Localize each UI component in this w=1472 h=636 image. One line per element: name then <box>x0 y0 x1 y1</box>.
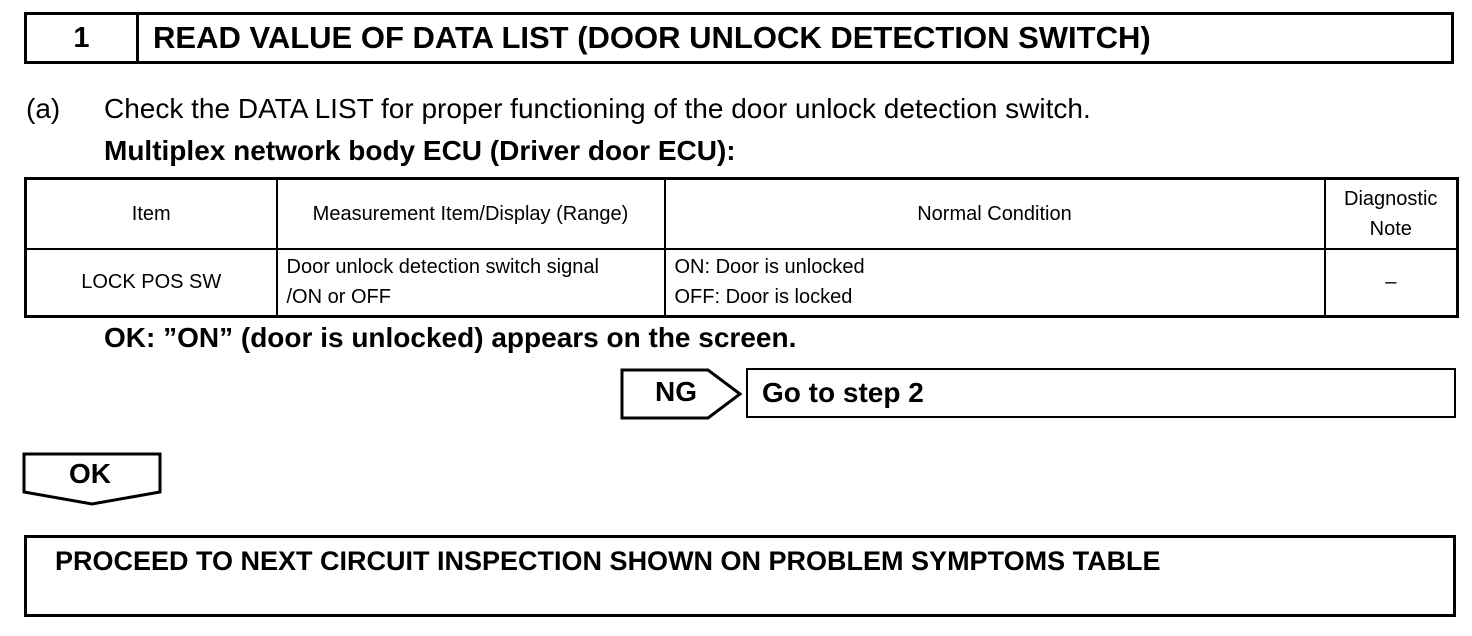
ok-label: OK <box>69 458 111 489</box>
header-diagnostic-line2: Note <box>1369 217 1412 240</box>
data-list-table <box>24 177 1459 318</box>
cell-measurement <box>277 249 665 317</box>
header-measurement: Measurement Item/Display (Range) <box>277 179 665 249</box>
ng-action-box <box>746 368 1456 418</box>
cell-normal-condition <box>665 249 1325 317</box>
step-header <box>24 12 1454 64</box>
header-diagnostic-note <box>1325 179 1458 249</box>
step-number: 1 <box>27 15 139 61</box>
ecu-label: Multiplex network body ECU (Driver door ECU): <box>104 135 736 166</box>
ng-action-text: Go to step 2 <box>762 377 924 408</box>
ok-condition-text: OK: ”ON” (door is unlocked) appears on the screen. <box>104 322 797 353</box>
next-step-box <box>24 535 1456 617</box>
cell-normal-line2: OFF: Door is locked <box>674 286 853 309</box>
cell-measurement-line2: /ON or OFF <box>286 286 391 309</box>
substep-text: Check the DATA LIST for proper functioning of the door unlock detection switch. <box>104 93 1091 124</box>
table-row <box>26 249 1458 317</box>
header-diagnostic-line1: Diagnostic <box>1344 187 1438 210</box>
cell-measurement-line1: Door unlock detection switch signal <box>286 256 599 279</box>
cell-diagnostic-note: – <box>1325 249 1458 317</box>
header-item: Item <box>26 179 277 249</box>
table-header-row <box>26 179 1458 249</box>
cell-item: LOCK POS SW <box>26 249 277 317</box>
next-step-text: PROCEED TO NEXT CIRCUIT INSPECTION SHOWN ON PROBLEM SYMPTOMS TABLE <box>55 546 1161 576</box>
ng-label: NG <box>655 376 697 407</box>
substep-letter: (a) <box>26 93 61 124</box>
header-normal-condition: Normal Condition <box>665 179 1325 249</box>
step-title: READ VALUE OF DATA LIST (DOOR UNLOCK DETECTION SWITCH) <box>153 20 1151 55</box>
cell-normal-line1: ON: Door is unlocked <box>674 256 865 279</box>
